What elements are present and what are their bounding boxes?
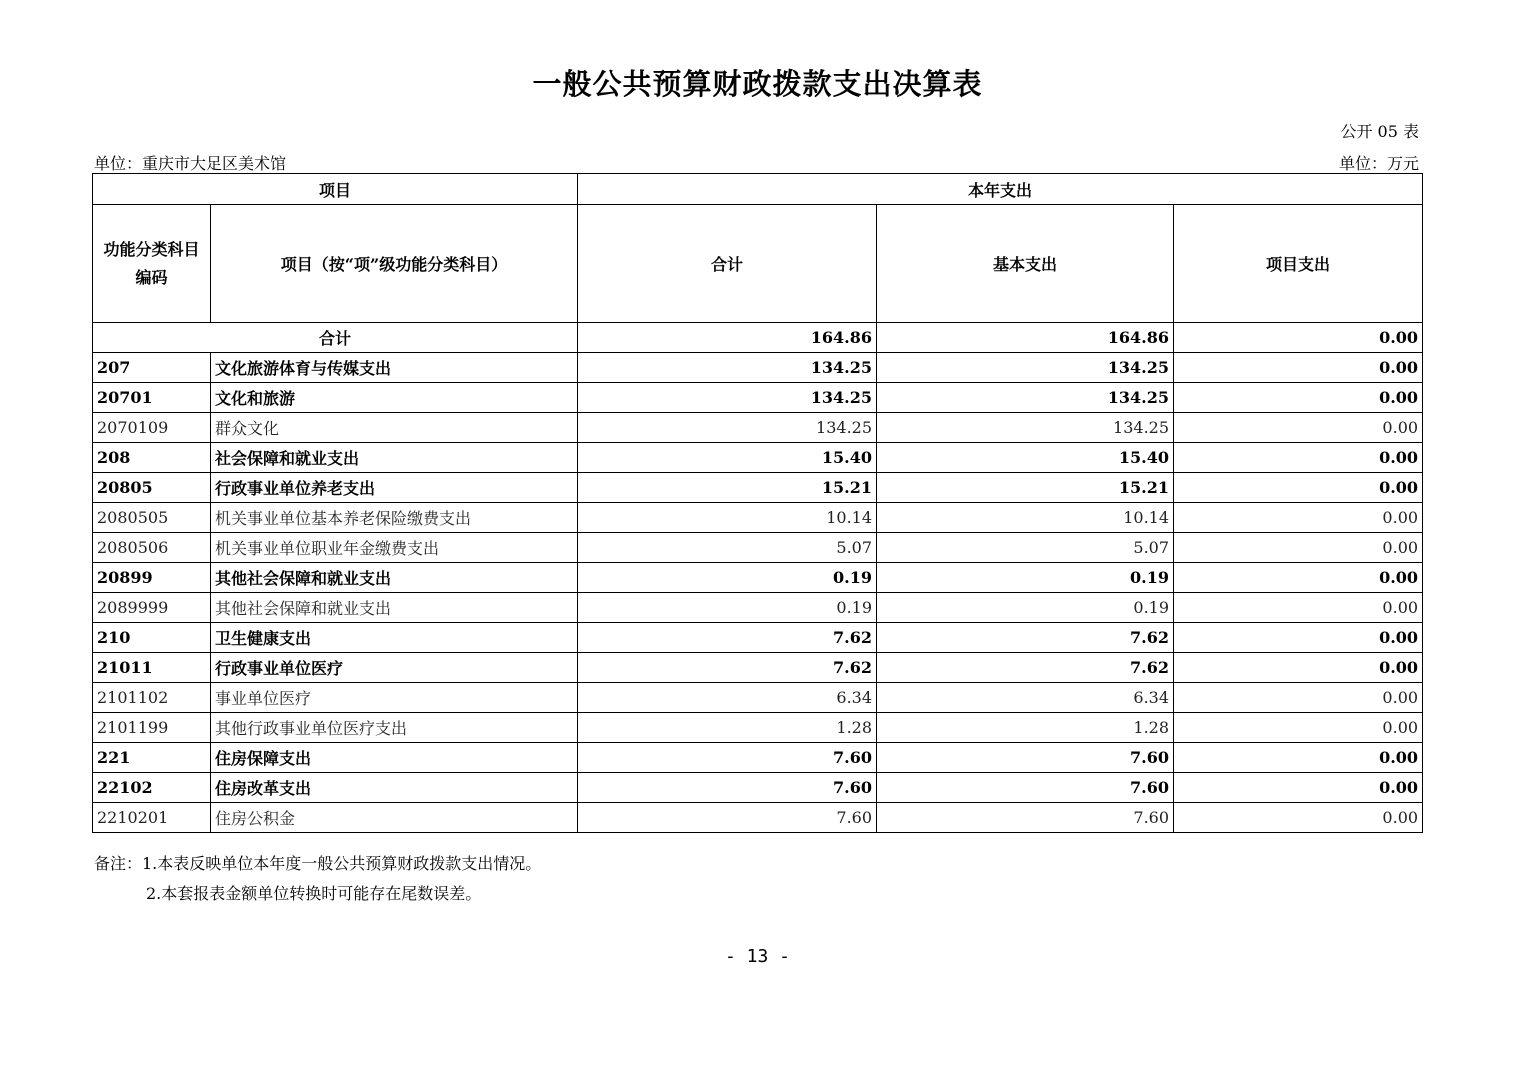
row-basic: 134.25 xyxy=(877,413,1174,443)
row-basic: 0.19 xyxy=(877,563,1174,593)
row-name: 行政事业单位养老支出 xyxy=(211,473,578,503)
row-basic: 5.07 xyxy=(877,533,1174,563)
row-basic: 7.60 xyxy=(877,803,1174,833)
row-code: 207 xyxy=(93,353,211,383)
row-project: 0.00 xyxy=(1174,533,1423,563)
table-row xyxy=(93,563,1423,593)
row-project: 0.00 xyxy=(1174,383,1423,413)
row-total: 10.14 xyxy=(578,503,877,533)
row-project: 0.00 xyxy=(1174,683,1423,713)
row-total: 134.25 xyxy=(578,383,877,413)
row-project: 0.00 xyxy=(1174,623,1423,653)
row-code: 2101102 xyxy=(93,683,211,713)
header-row-top xyxy=(93,174,1423,205)
row-name: 文化和旅游 xyxy=(211,383,578,413)
row-total: 6.34 xyxy=(578,683,877,713)
row-total: 7.62 xyxy=(578,623,877,653)
row-code: 2089999 xyxy=(93,593,211,623)
table-row xyxy=(93,743,1423,773)
row-basic: 1.28 xyxy=(877,713,1174,743)
row-code: 2080506 xyxy=(93,533,211,563)
row-basic: 15.40 xyxy=(877,443,1174,473)
row-code: 20701 xyxy=(93,383,211,413)
row-total: 7.62 xyxy=(578,653,877,683)
table-number: 公开 05 表 xyxy=(1340,122,1419,141)
row-total: 0.19 xyxy=(578,593,877,623)
row-code: 221 xyxy=(93,743,211,773)
row-project: 0.00 xyxy=(1174,353,1423,383)
row-total: 7.60 xyxy=(578,743,877,773)
note-line-2: 2.本套报表金额单位转换时可能存在尾数误差。 xyxy=(146,884,482,903)
row-code: 2080505 xyxy=(93,503,211,533)
row-basic: 10.14 xyxy=(877,503,1174,533)
row-basic: 15.21 xyxy=(877,473,1174,503)
row-project: 0.00 xyxy=(1174,473,1423,503)
table-row xyxy=(93,503,1423,533)
row-basic: 134.25 xyxy=(877,383,1174,413)
header-current-year: 本年支出 xyxy=(578,174,1423,205)
table-row xyxy=(93,623,1423,653)
table-row xyxy=(93,593,1423,623)
table-row xyxy=(93,353,1423,383)
row-name: 住房公积金 xyxy=(211,803,578,833)
row-project: 0.00 xyxy=(1174,713,1423,743)
row-project: 0.00 xyxy=(1174,773,1423,803)
row-name: 机关事业单位职业年金缴费支出 xyxy=(211,533,578,563)
row-basic: 134.25 xyxy=(877,353,1174,383)
header-total: 合计 xyxy=(578,205,877,323)
total-total: 164.86 xyxy=(578,323,877,353)
row-total: 134.25 xyxy=(578,413,877,443)
row-code: 22102 xyxy=(93,773,211,803)
row-code: 21011 xyxy=(93,653,211,683)
row-code: 2210201 xyxy=(93,803,211,833)
total-label: 合计 xyxy=(93,323,578,353)
header-name: 项目（按“项”级功能分类科目） xyxy=(211,205,578,323)
row-basic: 0.19 xyxy=(877,593,1174,623)
table-row xyxy=(93,473,1423,503)
row-name: 社会保障和就业支出 xyxy=(211,443,578,473)
row-basic: 7.60 xyxy=(877,773,1174,803)
row-project: 0.00 xyxy=(1174,563,1423,593)
row-name: 群众文化 xyxy=(211,413,578,443)
row-total: 5.07 xyxy=(578,533,877,563)
table-row xyxy=(93,713,1423,743)
header-code: 功能分类科目编码 xyxy=(93,205,211,323)
table-row xyxy=(93,383,1423,413)
table-row xyxy=(93,413,1423,443)
row-name: 住房保障支出 xyxy=(211,743,578,773)
row-name: 事业单位医疗 xyxy=(211,683,578,713)
row-basic: 7.62 xyxy=(877,623,1174,653)
row-code: 2070109 xyxy=(93,413,211,443)
row-code: 20805 xyxy=(93,473,211,503)
row-project: 0.00 xyxy=(1174,803,1423,833)
row-basic: 7.60 xyxy=(877,743,1174,773)
row-name: 住房改革支出 xyxy=(211,773,578,803)
row-project: 0.00 xyxy=(1174,443,1423,473)
row-project: 0.00 xyxy=(1174,413,1423,443)
total-project: 0.00 xyxy=(1174,323,1423,353)
row-name: 其他社会保障和就业支出 xyxy=(211,593,578,623)
row-name: 机关事业单位基本养老保险缴费支出 xyxy=(211,503,578,533)
row-basic: 6.34 xyxy=(877,683,1174,713)
header-item: 项目 xyxy=(93,174,578,205)
row-total: 134.25 xyxy=(578,353,877,383)
total-basic: 164.86 xyxy=(877,323,1174,353)
row-project: 0.00 xyxy=(1174,503,1423,533)
table-row xyxy=(93,533,1423,563)
table-row xyxy=(93,773,1423,803)
row-basic: 7.62 xyxy=(877,653,1174,683)
table-row xyxy=(93,443,1423,473)
page-title: 一般公共预算财政拨款支出决算表 xyxy=(532,67,983,101)
unit-currency: 单位：万元 xyxy=(1338,154,1419,173)
row-total: 7.60 xyxy=(578,803,877,833)
header-project: 项目支出 xyxy=(1174,205,1423,323)
row-total: 1.28 xyxy=(578,713,877,743)
row-name: 其他社会保障和就业支出 xyxy=(211,563,578,593)
row-code: 20899 xyxy=(93,563,211,593)
header-row-columns xyxy=(93,205,1423,323)
expenditure-table xyxy=(92,173,1423,833)
row-code: 2101199 xyxy=(93,713,211,743)
header-basic: 基本支出 xyxy=(877,205,1174,323)
row-total: 0.19 xyxy=(578,563,877,593)
row-name: 其他行政事业单位医疗支出 xyxy=(211,713,578,743)
row-total: 15.40 xyxy=(578,443,877,473)
row-total: 15.21 xyxy=(578,473,877,503)
table-row xyxy=(93,803,1423,833)
row-project: 0.00 xyxy=(1174,743,1423,773)
row-project: 0.00 xyxy=(1174,653,1423,683)
row-name: 行政事业单位医疗 xyxy=(211,653,578,683)
unit-organization: 单位：重庆市大足区美术馆 xyxy=(94,154,287,173)
row-project: 0.00 xyxy=(1174,593,1423,623)
page-number: - 13 - xyxy=(724,946,791,967)
row-code: 208 xyxy=(93,443,211,473)
table-row xyxy=(93,653,1423,683)
note-line-1: 备注：1.本表反映单位本年度一般公共预算财政拨款支出情况。 xyxy=(94,854,542,873)
row-code: 210 xyxy=(93,623,211,653)
row-name: 文化旅游体育与传媒支出 xyxy=(211,353,578,383)
row-total: 7.60 xyxy=(578,773,877,803)
row-name: 卫生健康支出 xyxy=(211,623,578,653)
total-row xyxy=(93,323,1423,353)
table-row xyxy=(93,683,1423,713)
